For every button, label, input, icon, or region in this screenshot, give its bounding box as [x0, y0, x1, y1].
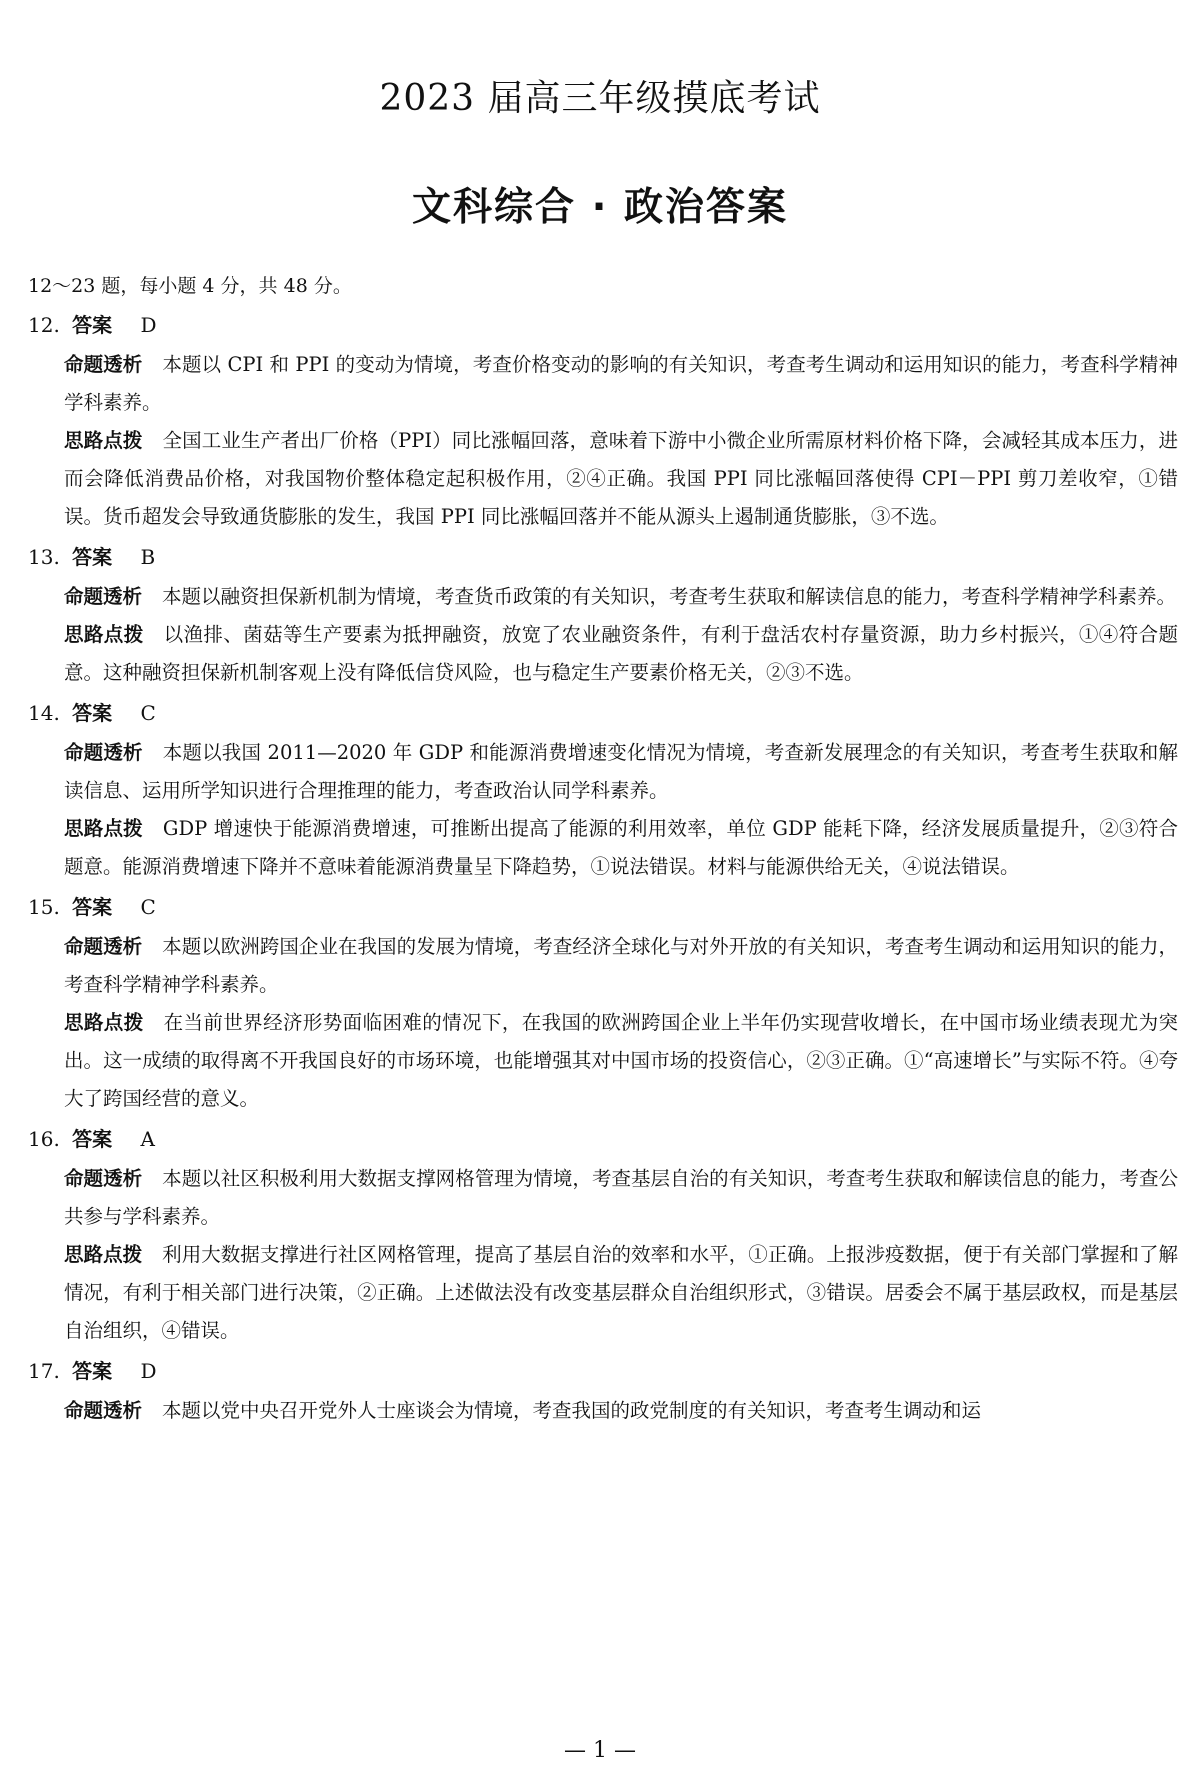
analysis-text: 本题以融资担保新机制为情境，考查货币政策的有关知识，考查考生获取和解读信息的能力，考查科学精神学科素养。: [162, 585, 1177, 608]
hint-text: 在当前世界经济形势面临困难的情况下，在我国的欧洲跨国企业上半年仍实现营收增长，在中国市场业绩表现尤为突出。这一成绩的取得离不开我国良好的市场环境，也能增强其对中国市场的投资信心，②③正确。①“高速增长”与实际不符。④夸大了跨国经营的意义。: [64, 1011, 1178, 1110]
hint-label: 思路点拨: [64, 1243, 143, 1266]
analysis-label: 命题透析: [64, 353, 143, 376]
analysis-paragraph: [28, 928, 1178, 1004]
hint-label: 思路点拨: [64, 623, 144, 646]
question-number: 15.: [28, 895, 60, 919]
exam-title: 2023 届高三年级摸底考试: [379, 78, 821, 119]
analysis-label: 命题透析: [64, 1167, 143, 1190]
question-number: 13.: [28, 545, 60, 569]
question-header: [28, 886, 1178, 928]
hint-label: 思路点拨: [64, 429, 143, 452]
answer-content: [28, 268, 1178, 1430]
answer-label: 答案: [72, 1359, 113, 1383]
analysis-text: 本题以我国 2011—2020 年 GDP 和能源消费增速变化情况为情境，考查新发展理念的有关知识，考查考生获取和解读信息、运用所学知识进行合理推理的能力，考查政治认同学科素养。: [64, 741, 1178, 802]
answer-label: 答案: [72, 701, 113, 725]
page-number: — 1 —: [564, 1738, 636, 1763]
analysis-paragraph: [28, 346, 1178, 422]
analysis-text: 本题以社区积极利用大数据支撑网格管理为情境，考查基层自治的有关知识，考查考生获取和解读信息的能力，考查公共参与学科素养。: [64, 1167, 1178, 1228]
answer-choice: B: [140, 545, 156, 569]
analysis-text: 本题以 CPI 和 PPI 的变动为情境，考查价格变动的影响的有关知识，考查考生调动和运用知识的能力，考查科学精神学科素养。: [64, 353, 1178, 414]
answer-choice: A: [140, 1127, 155, 1151]
question-15: [28, 886, 1178, 1118]
question-header: [28, 692, 1178, 734]
hint-text: 利用大数据支撑进行社区网格管理，提高了基层自治的效率和水平，①正确。上报涉疫数据，便于有关部门掌握和了解情况，有利于相关部门进行决策，②正确。上述做法没有改变基层群众自治组织形式，③错误。居委会不属于基层政权，而是基层自治组织，④错误。: [64, 1243, 1178, 1342]
analysis-paragraph: [28, 1392, 1178, 1430]
answer-choice: C: [140, 895, 156, 919]
hint-paragraph: [28, 1236, 1178, 1350]
analysis-label: 命题透析: [64, 935, 143, 958]
answer-label: 答案: [72, 1127, 113, 1151]
analysis-paragraph: [28, 1160, 1178, 1236]
answer-choice: D: [140, 313, 157, 337]
hint-label: 思路点拨: [64, 817, 143, 840]
hint-text: 全国工业生产者出厂价格（PPI）同比涨幅回落，意味着下游中小微企业所需原材料价格下降，会减轻其成本压力，进而会降低消费品价格，对我国物价整体稳定起积极作用，②④正确。我国 PPI 同比涨幅回落使得 CPI－PPI 剪刀差收窄，①错误。货币超发会导致通货膨胀的发生，我国 PPI 同比涨幅回落并不能从源头上遏制通货膨胀，③不选。: [64, 429, 1178, 528]
answer-label: 答案: [72, 895, 113, 919]
question-14: [28, 692, 1178, 886]
answer-choice: D: [140, 1359, 157, 1383]
analysis-paragraph: [28, 578, 1178, 616]
question-header: [28, 536, 1178, 578]
question-number: 12.: [28, 313, 60, 337]
question-number: 17.: [28, 1359, 60, 1383]
analysis-text: 本题以党中央召开党外人士座谈会为情境，考查我国的政党制度的有关知识，考查考生调动和运: [162, 1399, 982, 1422]
hint-paragraph: [28, 1004, 1178, 1118]
analysis-label: 命题透析: [64, 741, 143, 764]
question-17: [28, 1350, 1178, 1430]
analysis-text: 本题以欧洲跨国企业在我国的发展为情境，考查经济全球化与对外开放的有关知识，考查考生调动和运用知识的能力，考查科学精神学科素养。: [64, 935, 1178, 996]
hint-paragraph: [28, 810, 1178, 886]
question-16: [28, 1118, 1178, 1350]
answer-label: 答案: [72, 545, 113, 569]
scoring-intro: 12～23 题，每小题 4 分，共 48 分。: [28, 275, 352, 297]
question-13: [28, 536, 1178, 692]
answer-choice: C: [140, 701, 156, 725]
exam-subtitle: 文科综合 · 政治答案: [412, 185, 788, 230]
hint-label: 思路点拨: [64, 1011, 144, 1034]
hint-text: GDP 增速快于能源消费增速，可推断出提高了能源的利用效率，单位 GDP 能耗下降，经济发展质量提升，②③符合题意。能源消费增速下降并不意味着能源消费量呈下降趋势，①说法错误。材料与能源供给无关，④说法错误。: [64, 817, 1178, 878]
analysis-paragraph: [28, 734, 1178, 810]
answer-label: 答案: [72, 313, 113, 337]
question-header: [28, 1350, 1178, 1392]
analysis-label: 命题透析: [64, 1399, 143, 1422]
question-header: [28, 304, 1178, 346]
question-12: [28, 304, 1178, 536]
question-number: 16.: [28, 1127, 60, 1151]
question-header: [28, 1118, 1178, 1160]
analysis-label: 命题透析: [64, 585, 143, 608]
hint-text: 以渔排、菌菇等生产要素为抵押融资，放宽了农业融资条件，有利于盘活农村存量资源，助力乡村振兴，①④符合题意。这种融资担保新机制客观上没有降低信贷风险，也与稳定生产要素价格无关，②③不选。: [64, 623, 1178, 684]
question-number: 14.: [28, 701, 60, 725]
hint-paragraph: [28, 422, 1178, 536]
hint-paragraph: [28, 616, 1178, 692]
